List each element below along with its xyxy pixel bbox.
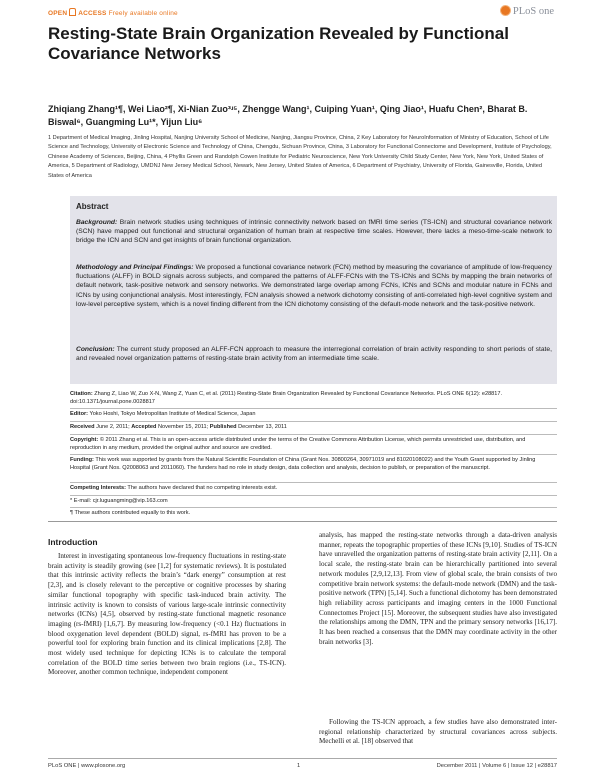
competing-text: The authors have declared that no competing interests exist. [127, 485, 278, 491]
abstract-conclusion [76, 345, 552, 363]
accepted-date: November 15, 2011; [157, 424, 209, 430]
equal-contribution-note: ¶ These authors contributed equally to this work. [70, 510, 191, 516]
abstract-box [70, 196, 557, 384]
copyright-label: Copyright: [70, 437, 99, 443]
funding [70, 456, 557, 473]
journal-header [0, 0, 600, 22]
meta-divider [70, 507, 557, 508]
author-list: Zhiqiang Zhang¹¶, Wei Liao²¶, Xi-Nian Zuo³ʴ⁵, Zhengge Wang¹, Cuiping Yuan¹, Qing Jiao¹, Huafu Chen², Bharat B. Biswal⁶, Guangming Lu¹*, Yijun Liu⁶ [48, 104, 528, 127]
intro-right-paragraph-2: Following the TS-ICN approach, a few studies have also demonstrated inter-regional relationship characterized by structural covariances across subjects. Mechelli et al. [18] observed that [319, 718, 557, 746]
open-label: OPEN [48, 10, 68, 17]
editor-label: Editor: [70, 411, 89, 417]
conclusion-text: The current study proposed an ALFF-FCN approach to measure the interregional correlation of brain activity responding to short periods of state, and revealed novel organization patterns of resting-state brain activity from an intermediate time scale. [76, 346, 552, 363]
access-label: ACCESS [78, 10, 107, 17]
methods-text: We proposed a functional covariance network (FCN) method by measuring the covariance of amplitude of low-frequency fluctuations (ALFF) in BOLD signals across subjects, and compared the patterns of ALFF-FCNs with the TS-ICNs and SCNs by mapping the brain networks of default network, task-positive network and sensory networks. We demonstrated large overlap among FCNs, ICNs and SCNs and modular nature in FCNs and ICNs by using conjunctional analysis. Most interestingly, FCN analysis showed a network dichotomy consisting of anti-correlated high-level cognitive system and low-level perceptive system, which is a novel finding different from the ICN dichotomy consisting of the default-mode network and the task-positive network. [76, 264, 553, 308]
citation [70, 390, 557, 407]
journal-logo [501, 6, 554, 17]
published-label: Published [209, 424, 237, 430]
footer-divider [48, 758, 557, 759]
funding-text: This work was supported by grants from the Natural Scientific Foundation of China (Grant Nos. 30800264, 30971019 and 81020108022) and the Youth Grant supported by Jinling Hospital (Grant Nos. Q2008063 and 2011060). The funders had no role in study design, data collection and analysis, decision to publish, or preparation of the manuscript. [70, 457, 536, 472]
journal-logo-text: PLoS one [512, 6, 554, 17]
editor-text: Yoko Hoshi, Tokyo Metropolitan Institute of Medical Science, Japan [89, 411, 256, 417]
meta-divider [70, 495, 557, 496]
competing-label: Competing Interests: [70, 485, 126, 491]
footer-page-number: 1 [297, 763, 301, 769]
conclusion-label: Conclusion: [76, 346, 115, 353]
received-date: June 2, 2011; [96, 424, 130, 430]
citation-label: Citation: [70, 391, 93, 397]
competing-interests [70, 484, 557, 492]
footer-issue: December 2011 | Volume 6 | Issue 12 | e28817 [436, 763, 557, 769]
section-divider [48, 521, 557, 522]
intro-right-column: analysis, has mapped the resting-state networks through a data-driven analysis manner, repeats the topographic properties of these ICNs [9,10]. Studies of TS-ICN have unravelled the organization patterns of resting-state brain activity [2,11]. On a local scale, the resting-state brain can be hierarchically partitioned into several network modules [2,9,12,13]. From view of global scale, the brain consists of two competitive brain network systems: the default-mode network (DMN) and the task-positive network (TPN) [5,14]. Such a functional dichotomy has been demonstrated high reliability across participants and imaging centers in the 1000 Functional Connectomes Project [15]. Moreover, the subsequent studies have also investigated the relationships among the DMN, TPN and the primary sensory networks [16,17]. It has been reached a consensus that the DMN may coordinate activity in the other brain networks [3]. [319, 531, 557, 646]
copyright [70, 436, 557, 453]
abstract-background [76, 218, 552, 246]
footer-journal: PLoS ONE | www.plosone.org [48, 763, 126, 769]
editor [70, 410, 557, 418]
article-title: Resting-State Brain Organization Revealed by Functional Covariance Networks [48, 24, 509, 63]
background-text: Brain network studies using techniques of intrinsic connectivity network based on fMRI time series (TS-ICN) and structural covariance network (SCN) have mapped out functional and structural organization of human brain at respective time scales. However, there lacks a meso-time-scale network to bridge the ICN and SCN and get insights of brain functional organization. [76, 219, 552, 245]
accepted-label: Accepted [131, 424, 157, 430]
affiliations: 1 Department of Medical Imaging, Jinling Hospital, Nanjing University School of Medicine, Nanjing, Jiangsu Province, China, 2 Key Laboratory for NeuroInformation of Ministry of Education, School of Life Science and Technology, University of Electronic Science and Technology of China, Chengdu, Sichuan Province, China, 3 Laboratory for Functional Connectome and Development, Institute of Psychology, Chinese Academy of Sciences, Beijing, China, 4 Phyllis Green and Randolph Cowen Institute for Pediatric Neuroscience, New York University Child Study Center, New York, New York, United States of America, 5 Department of Radiology, UMDNJ New Jersey Medical School, Newark, New Jersey, United States of America, 6 Department of Psychiatry, University of Florida, Gainesville, Florida, United States of America [48, 135, 552, 179]
funding-label: Funding: [70, 457, 94, 463]
published-date: December 13, 2011 [238, 424, 287, 430]
intro-left-column: Interest in investigating spontaneous low-frequency fluctuations in resting-state brain activity is steadily growing (see [1,2] for systematic reviews). It is postulated that this intrinsic activity reflects the brain’s “dark energy” consumption at rest [2,3], and is closely relevant to the perceptive or cognitive processes by sharing similar functional topography with specific task-induced brain activity. The intrinsic activity is known to consists of various large-scale intrinsic connectivity networks (ICNs) [4,5], observed by resting-state functional magnetic resonance imaging (rs-fMRI) [1,6,7]. By measuring low-frequency (<0.1 Hz) fluctuations in blood oxygenation level dependent (BOLD) signal, rs-fMRI has proven to be a powerful tool for exploring brain function and its clinical implications [2,8]. The most widely used technique for depicting ICNs is to calculate the temporal correlation of the BOLD time series between two brain regions (i.e., TS-ICN). Moreover, another common technique, independent component [48, 552, 286, 677]
freely-available-label: Freely available online [108, 10, 178, 17]
corresponding-email: * E-mail: cjr.luguangming@vip.163.com [70, 498, 168, 504]
citation-text: Zhang Z, Liao W, Zuo X-N, Wang Z, Yuan C, et al. (2011) Resting-State Brain Organization Revealed by Functional Covariance Networks. PLoS ONE 6(12): e28817. doi:10.1371/journal.pone.0028817 [70, 391, 503, 406]
plos-sun-icon [501, 6, 510, 15]
copyright-text: © 2011 Zhang et al. This is an open-access article distributed under the terms of the Creative Commons Attribution License, which permits unrestricted use, distribution, and reproduction in any medium, provided the original author and source are credited. [70, 437, 526, 452]
introduction-heading: Introduction [48, 537, 98, 547]
meta-divider [70, 408, 557, 409]
meta-divider [70, 421, 557, 422]
received-label: Received [70, 424, 95, 430]
abstract-methods [76, 263, 552, 309]
open-access-badge [48, 8, 178, 17]
abstract-heading: Abstract [76, 202, 109, 211]
meta-divider [70, 434, 557, 435]
open-access-lock-icon [69, 8, 76, 16]
background-label: Background: [76, 219, 118, 226]
meta-divider [70, 454, 557, 455]
methods-label: Methodology and Principal Findings: [76, 264, 194, 271]
dates [70, 423, 557, 431]
meta-divider [70, 482, 557, 483]
